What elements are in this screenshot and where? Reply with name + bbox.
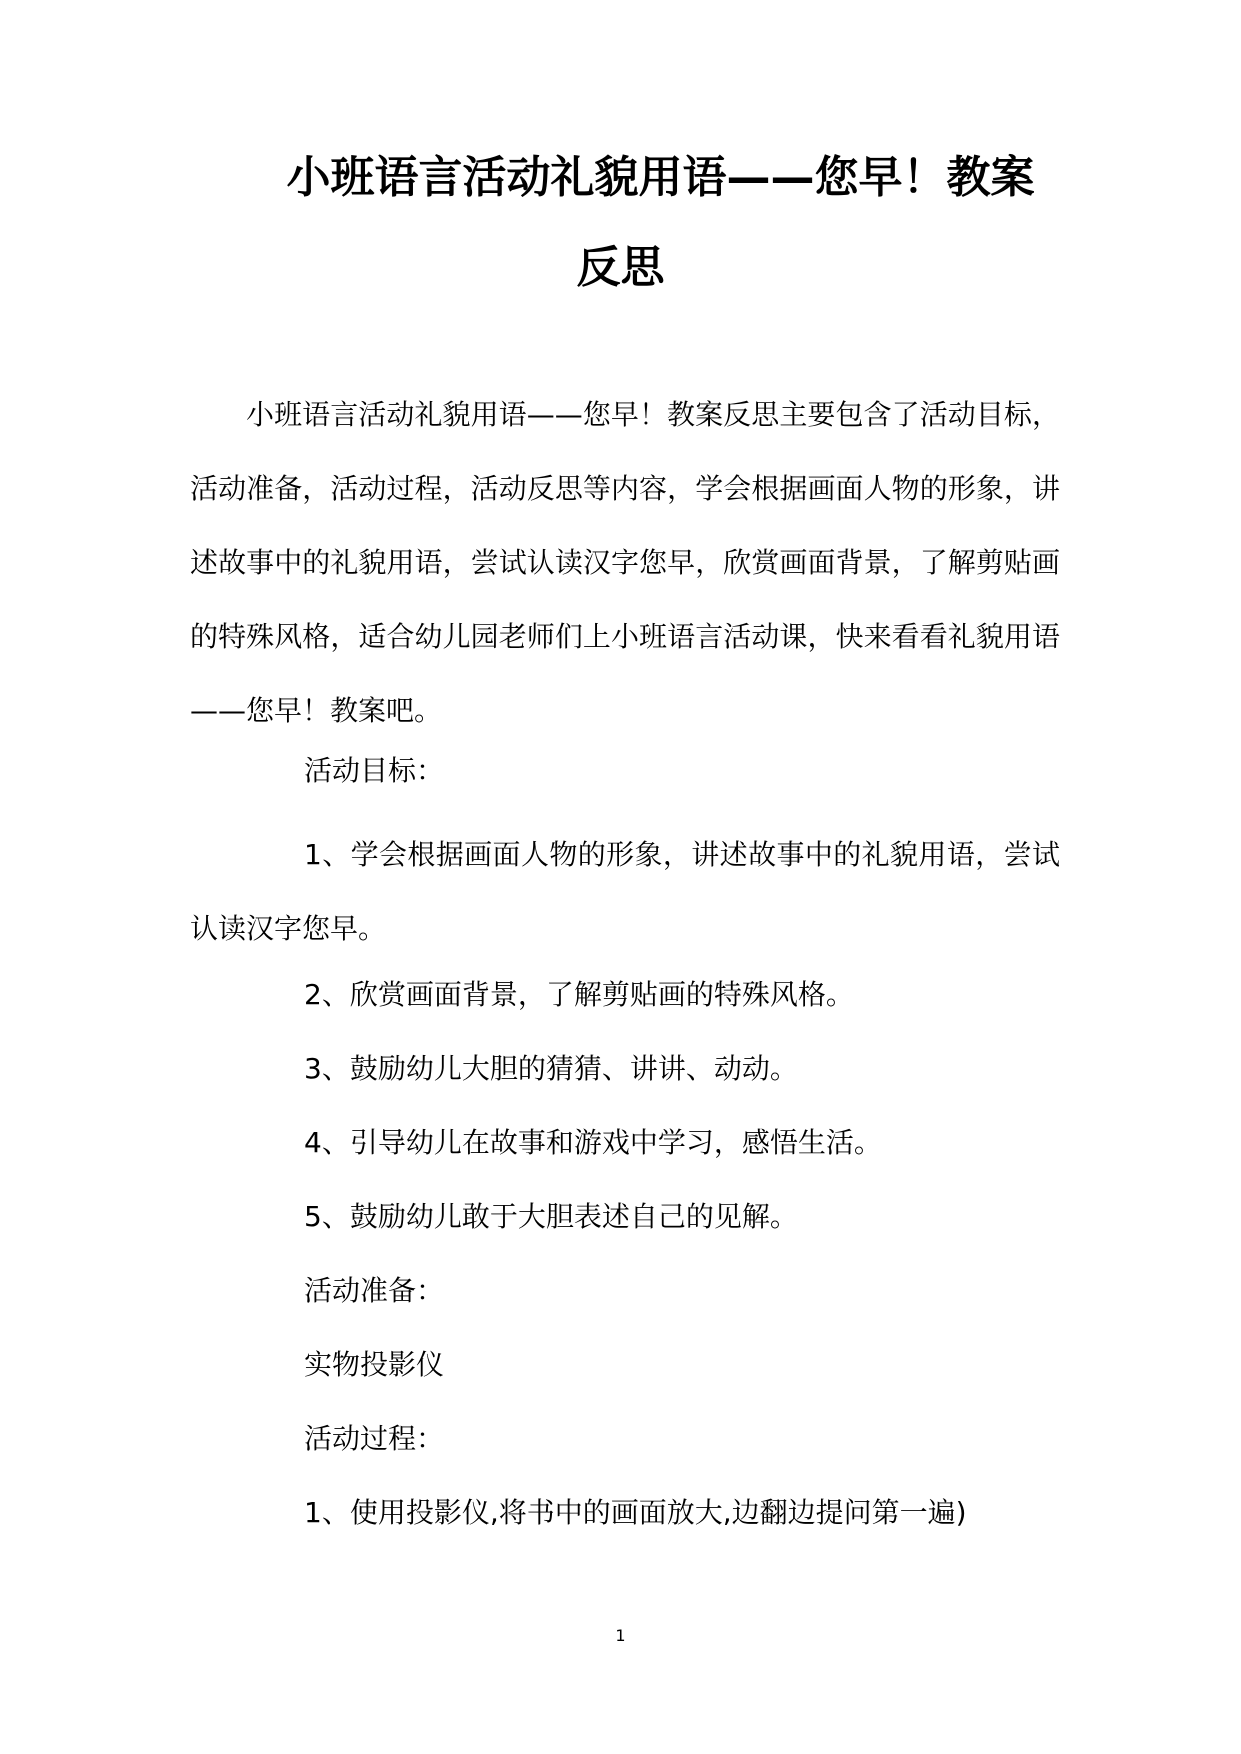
goals-heading: 活动目标：	[304, 754, 445, 787]
goal-item-2: 2、欣赏画面背景，了解剪贴画的特殊风格。	[304, 978, 854, 1011]
prep-item: 实物投影仪	[304, 1348, 445, 1381]
goal-item-4: 4、引导幼儿在故事和游戏中学习，感悟生活。	[304, 1126, 882, 1159]
process-heading: 活动过程：	[304, 1422, 445, 1455]
document-title-line-1: 小班语言活动礼貌用语——您早！教案	[286, 152, 1035, 203]
goal-item-1: 1、学会根据画面人物的形象，讲述故事中的礼貌用语，尝试认读汉字您早。	[190, 838, 1060, 945]
document-title-line-2: 反思	[576, 242, 665, 293]
goal-item-5: 5、鼓励幼儿敢于大胆表述自己的见解。	[304, 1200, 798, 1233]
prep-heading: 活动准备：	[304, 1274, 445, 1307]
intro-paragraph: 小班语言活动礼貌用语——您早！教案反思主要包含了活动目标，活动准备，活动过程，活动反思等内容，学会根据画面人物的形象，讲述故事中的礼貌用语，尝试认读汉字您早，欣赏画面背景，了解剪贴画的特殊风格，适合幼儿园老师们上小班语言活动课，快来看看礼貌用语——您早！教案吧。	[190, 398, 1060, 727]
process-item-1: 1、使用投影仪,将书中的画面放大,边翻边提问第一遍)	[304, 1496, 967, 1529]
page-number: 1	[615, 1626, 626, 1645]
goal-item-3: 3、鼓励幼儿大胆的猜猜、讲讲、动动。	[304, 1052, 798, 1085]
